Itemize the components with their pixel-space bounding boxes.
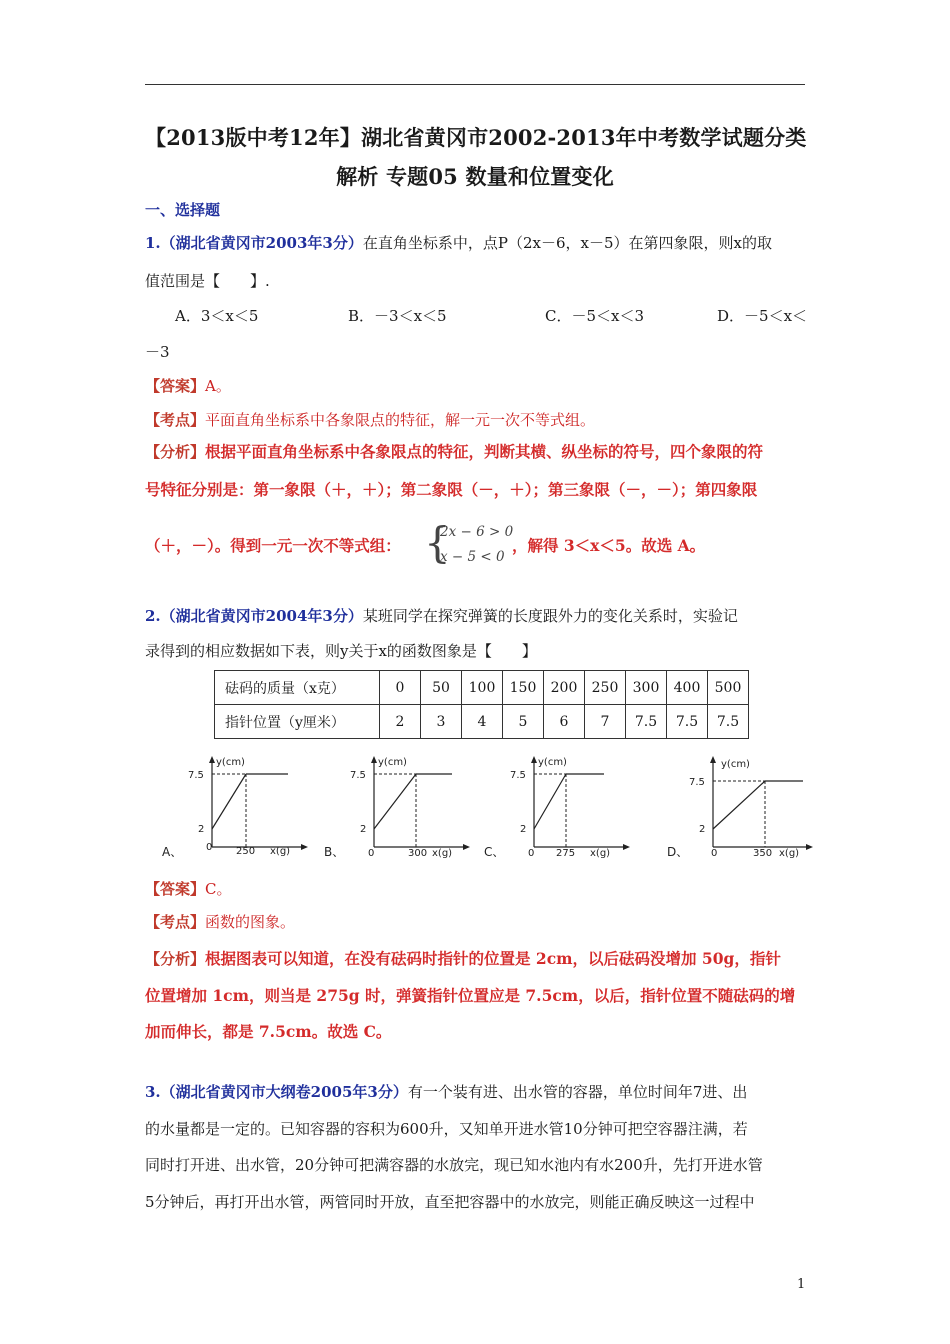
graph-y-low: 2 (699, 824, 706, 835)
q2-analysis-line3: 加而伸长，都是 7.5cm。故选 C。 (145, 1022, 392, 1041)
q3-line4: 5分钟后，再打开出水管，两管同时开放，直至把容器中的水放完，则能正确反映这一过程中 (145, 1193, 755, 1211)
q1-answer-value: A。 (205, 377, 231, 395)
q2-number: 2. (145, 607, 161, 625)
doc-title-line2: 解析 专题05 数量和位置变化 (336, 164, 614, 189)
table-cell: 50 (421, 671, 462, 705)
q2-analysis-line2: 位置增加 1cm，则当是 275g 时，弹簧指针位置应是 7.5cm，以后，指针位置不随砝码的增 (145, 986, 796, 1005)
q1-option-c: C．－5＜x＜3 (545, 307, 645, 325)
graph-y-low: 2 (520, 824, 527, 835)
table-cell: 7.5 (667, 705, 708, 739)
graph-y-label: y(cm) (378, 757, 407, 768)
q2-point (145, 912, 295, 932)
table-cell: 5 (503, 705, 544, 739)
q1-option-d: D．－5＜x＜ (717, 307, 808, 325)
q1-stem-line1 (145, 233, 772, 253)
q1-answer-label: 【答案】 (145, 377, 206, 395)
table-cell: 7.5 (708, 705, 749, 739)
graph-option-label: B、 (324, 845, 345, 859)
table-cell: 7 (585, 705, 626, 739)
table-row (215, 705, 749, 739)
q2-graph-b (322, 752, 472, 864)
q2-analysis-1: 根据图表可以知道，在没有砝码时指针的位置是 2cm，以后砝码没增加 50g，指针 (205, 949, 781, 968)
header-rule (145, 84, 805, 85)
q2-stem-line1 (145, 606, 738, 626)
graph-x-tick: 275 (556, 848, 576, 859)
table-row (215, 671, 749, 705)
graph-y-high: 7.5 (350, 770, 366, 781)
graph-origin: 0 (528, 848, 535, 859)
table-cell: 7.5 (626, 705, 667, 739)
graph-y-high: 7.5 (510, 770, 526, 781)
q2-point-text: 函数的图象。 (205, 913, 296, 931)
q2-analysis-line1 (145, 949, 781, 969)
graph-option-label: D、 (667, 845, 689, 859)
q1-inequality-2: x − 5 < 0 (440, 549, 505, 565)
graph-y-low: 2 (198, 824, 205, 835)
q1-analysis-3a: （＋，－）。得到一元一次不等式组： (145, 536, 401, 555)
q2-source: （湖北省黄冈市2004年3分） (160, 607, 363, 625)
graph-origin: 0 (711, 848, 718, 859)
q1-inequality-1: 2x − 6 > 0 (440, 524, 514, 540)
table-cell: 500 (708, 671, 749, 705)
graph-y-high: 7.5 (188, 770, 204, 781)
q1-option-a: A．3＜x＜5 (175, 307, 259, 325)
q1-number: 1. (145, 234, 161, 252)
graph-x-tick: 300 (408, 848, 428, 859)
q1-stem-line2: 值范围是【 】. (145, 272, 270, 290)
q2-graph-d (665, 752, 815, 864)
q1-option-d-cont: －3 (145, 343, 170, 361)
q2-data-table (214, 670, 749, 739)
q3-line1-text: 有一个装有进、出水管的容器，单位时间年7进、出 (407, 1083, 748, 1101)
q1-source: （湖北省黄冈市2003年3分） (160, 234, 363, 252)
graph-y-low: 2 (360, 824, 367, 835)
q2-analysis-label: 【分析】 (145, 950, 206, 968)
q1-analysis-1: 根据平面直角坐标系中各象限点的特征，判断其横、纵坐标的符号，四个象限的符 (205, 442, 764, 461)
q3-line2: 的水量都是一定的。已知容器的容积为600升，又知单开进水管10分钟可把空容器注满，若 (145, 1120, 748, 1138)
graph-x-label: x(g) (590, 848, 611, 859)
table-cell: 4 (462, 705, 503, 739)
table-header-mass: 砝码的质量（x克） (215, 671, 380, 705)
q2-answer-value: C。 (205, 880, 232, 898)
doc-title-line1: 【2013版中考12年】湖北省黄冈市2002-2013年中考数学试题分类 (145, 125, 807, 150)
q1-analysis-line2: 号特征分别是：第一象限（＋，＋）；第二象限（－，＋）；第三象限（－，－）；第四象限 (145, 480, 758, 499)
q2-graph-a (160, 752, 310, 864)
graph-origin: 0 (368, 848, 375, 859)
graph-y-label: y(cm) (538, 757, 567, 768)
table-cell: 200 (544, 671, 585, 705)
table-cell: 400 (667, 671, 708, 705)
graph-x-tick: 350 (753, 848, 773, 859)
graph-x-tick: 250 (236, 846, 256, 857)
q1-analysis-label: 【分析】 (145, 443, 206, 461)
table-cell: 250 (585, 671, 626, 705)
table-cell: 6 (544, 705, 585, 739)
page-number: 1 (797, 1277, 806, 1292)
q2-graph-c (482, 752, 632, 864)
q3-source: （湖北省黄冈市大纲卷2005年3分） (160, 1083, 408, 1101)
graph-x-label: x(g) (432, 848, 453, 859)
q3-line1 (145, 1082, 747, 1102)
q2-answer (145, 879, 232, 899)
graph-origin: 0 (206, 842, 213, 853)
q1-analysis-line1 (145, 442, 763, 462)
table-cell: 150 (503, 671, 544, 705)
table-cell: 100 (462, 671, 503, 705)
graph-y-high: 7.5 (689, 777, 705, 788)
q3-number: 3. (145, 1083, 161, 1101)
q2-answer-label: 【答案】 (145, 880, 206, 898)
q1-point (145, 410, 595, 430)
graph-y-label: y(cm) (721, 759, 750, 770)
table-cell: 3 (421, 705, 462, 739)
q1-point-text: 平面直角坐标系中各象限点的特征，解一元一次不等式组。 (205, 411, 596, 429)
table-cell: 0 (380, 671, 421, 705)
table-cell: 2 (380, 705, 421, 739)
graph-option-label: C、 (484, 845, 505, 859)
q1-stem-a: 在直角坐标系中，点P（2x－6，x－5）在第四象限，则x的取 (362, 234, 772, 252)
q2-stem-line2: 录得到的相应数据如下表，则y关于x的函数图象是【 】 (145, 642, 537, 660)
table-header-position: 指针位置（y厘米） (215, 705, 380, 739)
q1-brace: { (424, 518, 451, 567)
q1-point-label: 【考点】 (145, 411, 206, 429)
q1-option-b: B．－3＜x＜5 (348, 307, 447, 325)
graph-x-label: x(g) (779, 848, 800, 859)
q2-stem-a: 某班同学在探究弹簧的长度跟外力的变化关系时，实验记 (362, 607, 738, 625)
q1-answer (145, 376, 231, 396)
table-cell: 300 (626, 671, 667, 705)
graph-y-label: y(cm) (216, 757, 245, 768)
graph-option-label: A、 (162, 845, 183, 859)
q2-point-label: 【考点】 (145, 913, 206, 931)
q1-analysis-3b: ，解得 3＜x＜5。故选 A。 (512, 536, 706, 555)
q3-line3: 同时打开进、出水管，20分钟可把满容器的水放完，现已知水池内有水200升，先打开进水管 (145, 1156, 763, 1174)
section-heading: 一、选择题 (145, 201, 221, 219)
graph-x-label: x(g) (270, 846, 291, 857)
q1-analysis-line3a (145, 536, 401, 556)
